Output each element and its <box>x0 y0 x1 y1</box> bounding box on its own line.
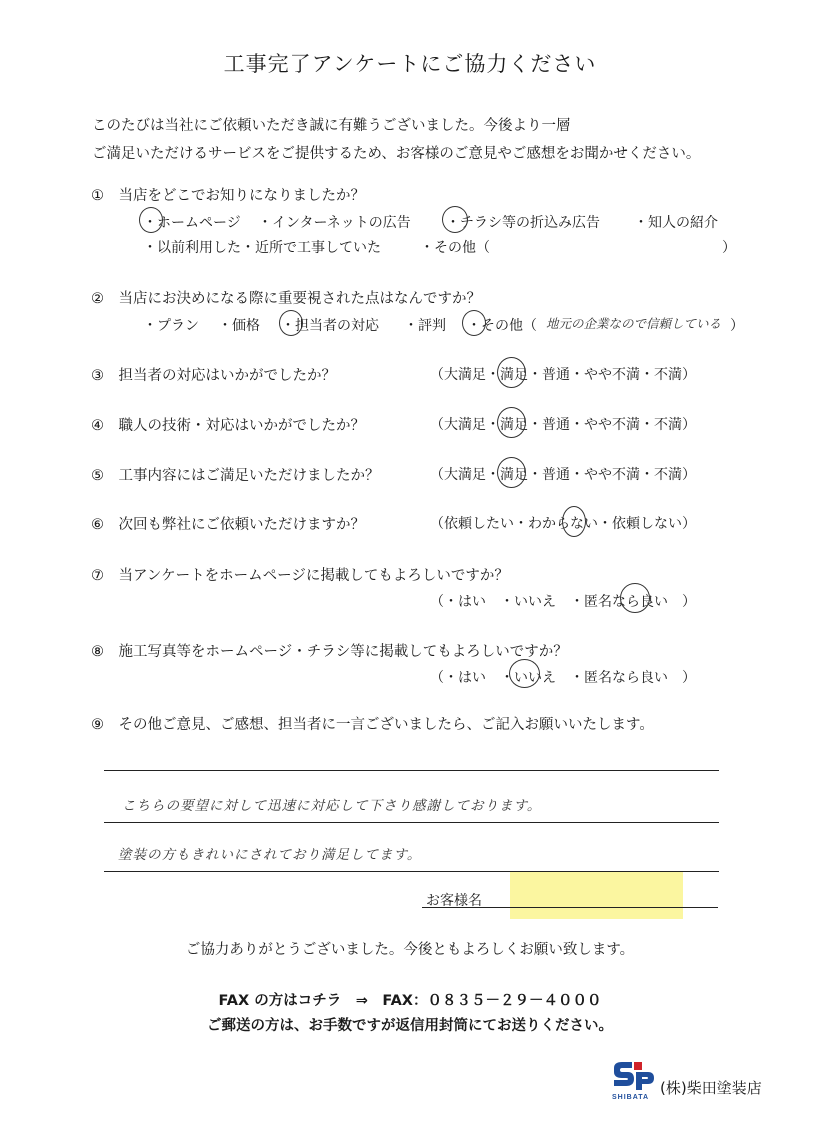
q1-option-referral[interactable]: ・知人の紹介 <box>634 215 718 231</box>
company-name: (株)柴田塗装店 <box>660 1079 762 1097</box>
selection-circle <box>620 583 650 613</box>
selection-circle <box>139 207 163 233</box>
question-8: ⑧ 施工写真等をホームページ・チラシ等に掲載してもよろしいですか？ <box>91 644 568 660</box>
selection-circle <box>562 506 586 537</box>
customer-name-label: お客様名 <box>426 893 482 909</box>
page-title: 工事完了アンケートにご協力ください <box>223 52 597 76</box>
q2-option-price[interactable]: ・価格 <box>218 318 260 334</box>
selection-circle <box>462 310 486 336</box>
mail-instructions: ご郵送の方は、お手数ですが返信用封筒にてお送りください。 <box>207 1018 613 1034</box>
comment-handwriting-1: こちらの要望に対して迅速に対応して下さり感謝しております。 <box>122 798 542 814</box>
question-7: ⑦ 当アンケートをホームページに掲載してもよろしいですか？ <box>91 568 509 584</box>
selection-circle <box>497 457 526 488</box>
q6-scale[interactable]: （依頼したい・わからない・依頼しない） <box>430 516 696 532</box>
selection-circle <box>497 407 526 438</box>
customer-name-line <box>422 907 718 908</box>
q2-option-staff[interactable]: ・担当者の対応 <box>281 318 379 334</box>
comment-line-1 <box>104 770 719 771</box>
q4-scale[interactable]: （大満足・満足・普通・やや不満・不満） <box>430 417 696 433</box>
q2-option-reputation[interactable]: ・評判 <box>404 318 446 334</box>
intro-line-1: このたびは当社にご依頼いただき誠に有難うございました。今後より一層 <box>92 118 571 134</box>
question-2: ② 当店にお決めになる際に重要視された点はなんですか？ <box>91 291 481 307</box>
comment-handwriting-2: 塗装の方もきれいにされており満足してます。 <box>118 847 422 863</box>
selection-circle <box>497 357 526 388</box>
q1-option-homepage[interactable]: ・ホームページ <box>143 215 241 231</box>
q1-option-internet-ad[interactable]: ・インターネットの広告 <box>258 215 411 231</box>
q2-option-plan[interactable]: ・プラン <box>143 318 199 334</box>
q2-other-close-paren: ） <box>730 318 744 334</box>
q1-option-flyer[interactable]: ・チラシ等の折込み広告 <box>446 215 600 231</box>
intro-line-2: ご満足いただけるサービスをご提供するため、お客様のご意見やご感想をお聞かせください。 <box>92 146 701 162</box>
logo-text: SHIBATA <box>612 1094 650 1101</box>
thanks-message: ご協力ありがとうございました。今後ともよろしくお願い致します。 <box>185 942 635 958</box>
fax-number: FAX の方はコチラ ⇒ FAX：０８３５－２９－４０００ <box>218 993 602 1009</box>
q2-handwritten-other: 地元の企業なので信頼している <box>546 316 722 331</box>
question-3: ③ 担当者の対応はいかがでしたか？ <box>91 368 336 384</box>
q2-option-other[interactable]: ・その他（ <box>467 318 537 334</box>
q7-options[interactable]: （・はい ・いいえ ・匿名なら良い ） <box>430 594 696 610</box>
q1-option-previous-nearby[interactable]: ・以前利用した・近所で工事していた <box>143 240 381 256</box>
selection-circle <box>509 659 540 688</box>
customer-name-redaction <box>510 872 683 919</box>
question-1: ① 当店をどこでお知りになりましたか？ <box>91 188 365 204</box>
q3-scale[interactable]: （大満足・満足・普通・やや不満・不満） <box>430 367 696 383</box>
selection-circle <box>279 310 303 336</box>
q5-scale[interactable]: （大満足・満足・普通・やや不満・不満） <box>430 467 696 483</box>
question-6: ⑥ 次回も弊社にご依頼いただけますか？ <box>91 517 365 533</box>
question-5: ⑤ 工事内容にはご満足いただけましたか？ <box>91 468 380 484</box>
q1-other-close-paren: ） <box>722 240 736 256</box>
question-9: ⑨ その他ご意見、ご感想、担当者に一言ございましたら、ご記入お願いいたします。 <box>91 717 654 733</box>
selection-circle <box>442 206 468 233</box>
q8-options[interactable]: （・はい ・いいえ ・匿名なら良い ） <box>430 670 696 686</box>
company-logo <box>610 1060 656 1102</box>
comment-line-2 <box>104 822 719 823</box>
q1-option-other[interactable]: ・その他（ <box>420 240 490 256</box>
question-4: ④ 職人の技術・対応はいかがでしたか？ <box>91 418 365 434</box>
